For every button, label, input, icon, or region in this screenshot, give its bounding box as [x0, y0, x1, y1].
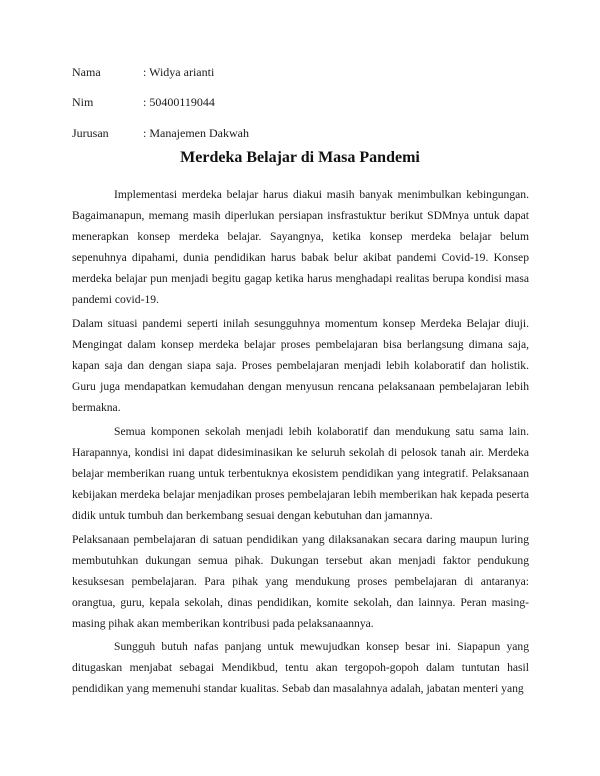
nim-row [72, 92, 215, 112]
name-row [72, 62, 214, 82]
paragraph-1: Implementasi merdeka belajar harus diakui masih banyak menimbulkan kebingungan. Bagaimanapun, memang masih diperlukan persiapan insfrastuktur berikut SDMnya untuk dapat menerapkan konsep merdeka belajar. Sayangnya, ketika konsep merdeka belajar belum sepenuhnya dipahami, dunia pendidikan harus babak belur akibat pandemi Covid-19. Konsep merdeka belajar pun menjadi begitu gagap ketika harus menghadapi realitas berupa kondisi masa pandemi covid-19. [72, 188, 529, 307]
document-title: Merdeka Belajar di Masa Pandemi [180, 149, 420, 166]
paragraph-3: Semua komponen sekolah menjadi lebih kolaboratif dan mendukung satu sama lain. Harapannya, kondisi ini dapat didesiminasikan ke seluruh sekolah di pelosok tanah air. Merdeka belajar memberikan ruang untuk terbentuknya ekosistem pendidikan yang integratif. Pelaksanaan kebijakan merdeka belajar menjadikan proses pembelajaran lebih memberikan hak kepada peserta didik untuk tumbuh dan berkembang sesuai dengan kebutuhan dan jamannya. [72, 425, 529, 523]
paragraph-4: Pelaksanaan pembelajaran di satuan pendidikan yang dilaksanakan secara daring maupun luring membutuhkan dukungan semua pihak. Dukungan tersebut akan menjadi faktor pendukung kesuksesan pembelajaran. Para pihak yang mendukung proses pembelajaran di antaranya: orangtua, guru, kepala sekolah, dinas pendidikan, komite sekolah, dan lainnya. Peran masing-masing pihak akan memberikan kontribusi pada pelaksanaannya. [72, 533, 529, 631]
major-value: : Manajemen Dakwah [143, 126, 249, 140]
major-row [72, 123, 249, 143]
paragraph-2: Dalam situasi pandemi seperti inilah sesungguhnya momentum konsep Merdeka Belajar diuji. Mengingat dalam konsep merdeka belajar proses pembelajaran bisa berlangsung dimana saja, kapan saja dan dengan siapa saja. Proses pembelajaran menjadi lebih kolaboratif dan holistik. Guru juga mendapatkan kemudahan dengan menyusun rencana pelaksanaan pembelajaran lebih bermakna. [72, 317, 529, 415]
nim-value: : 50400119044 [143, 95, 215, 109]
paragraph-5: Sungguh butuh nafas panjang untuk mewujudkan konsep besar ini. Siapapun yang ditugaskan menjabat sebagai Mendikbud, tentu akan tergopoh-gopoh dalam tuntutan hasil pendidikan yang memenuhi standar kualitas. Sebab dan masalahnya adalah, jabatan menteri yang [72, 640, 529, 696]
name-label: Nama [72, 65, 101, 79]
major-label: Jurusan [72, 126, 109, 140]
nim-label: Nim [72, 95, 94, 109]
name-value: : Widya arianti [143, 65, 215, 79]
